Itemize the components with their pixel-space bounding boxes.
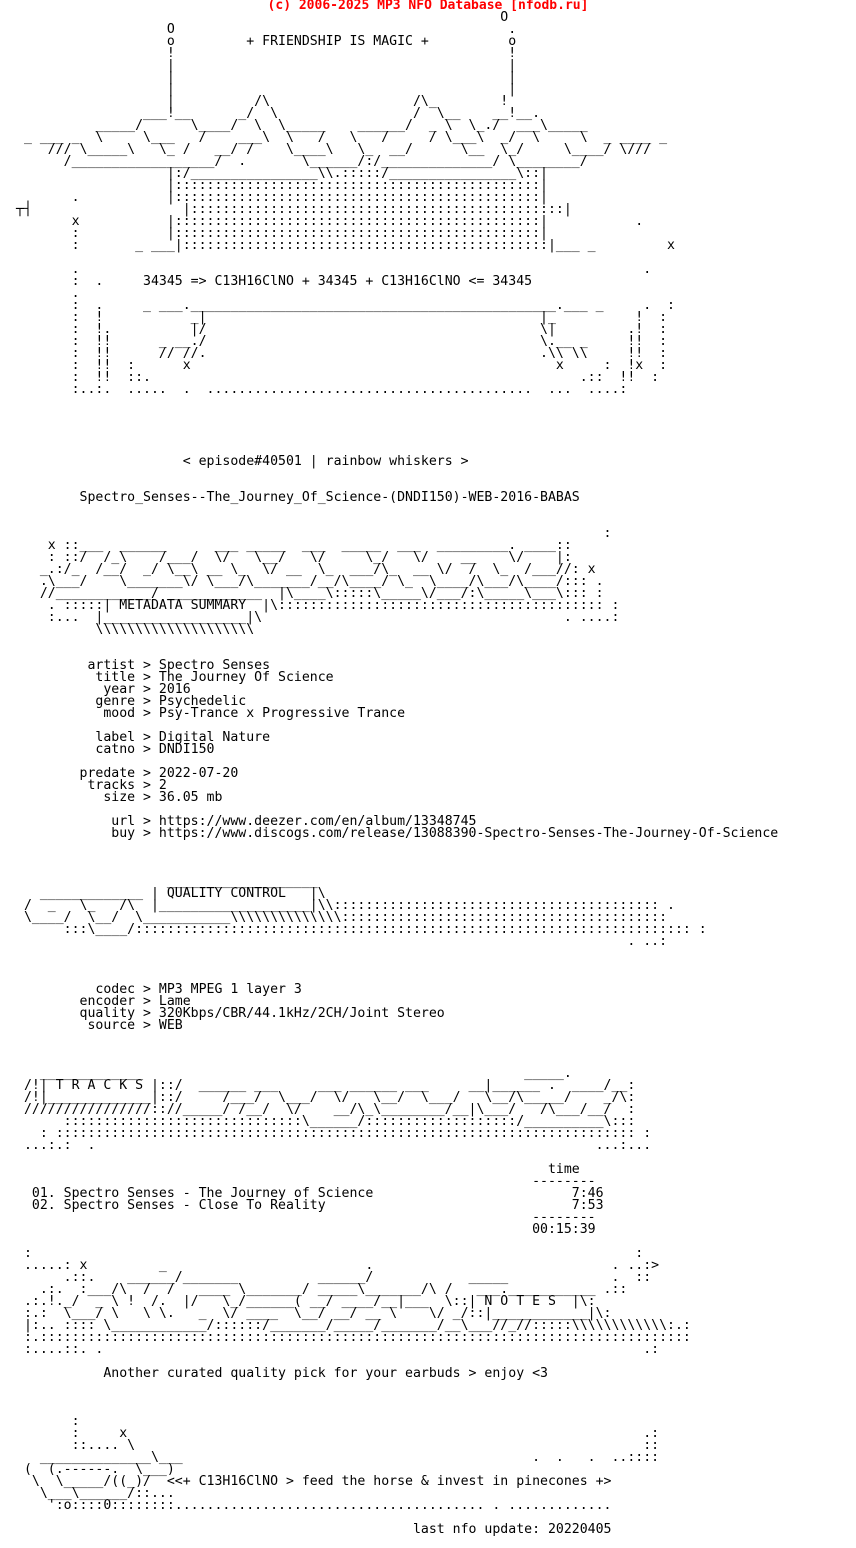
nfo-line: time	[16, 1162, 580, 1177]
nfo-line	[16, 948, 778, 960]
nfo-line	[16, 1404, 778, 1416]
nfo-line: buy > https://www.discogs.com/release/13088390-Spectro-Senses-The-Journey-Of-Science	[16, 826, 779, 841]
nfo-line: tracks > 2	[16, 778, 167, 793]
nfo-line: url > https://www.deezer.com/en/album/13348745	[16, 814, 477, 829]
nfo-line: /!|_____________|::/ /___/ \___/ \/ \__/ \___/ \__/\_____/ _/\:	[16, 1090, 636, 1105]
nfo-line: x ::___ ______ ___ _____ ___ _____ ___ _________. ____::	[16, 538, 572, 553]
nfo-line: | |	[16, 58, 517, 73]
nfo-line: \____/ \__/ \___________\\\\\\\\\\\\\\:::::::::::::::::::::::::::::::::::::::::	[16, 910, 668, 925]
nfo-line: : ::/ /_\ /___/ \/ \__/ \/ \_/ \/ __ \/ |:	[16, 550, 572, 565]
nfo-database-credit: (c) 2006-2025 MP3 NFO Database [nfodb.ru]	[267, 0, 589, 13]
nfo-line: .\___/ \_______\/ \___/\_______/__/\____/ \_ \____/\___/\____/::: .	[16, 574, 604, 589]
nfo-line: \___\______/::...	[16, 1486, 175, 1501]
nfo-line: ___!__ _/ \ / \__ __!__.	[16, 106, 541, 121]
nfo-line: predate > 2022-07-20	[16, 766, 239, 781]
nfo-line: |::::::::::::::::::::::::::::::::::::::::::::::|	[16, 178, 548, 193]
nfo-line: :... |__________________|\ . ....:	[16, 610, 620, 625]
nfo-line: _____________ | QUALITY CONTROL |\	[16, 886, 326, 901]
nfo-line	[16, 420, 778, 432]
nfo-line	[16, 840, 778, 852]
nfo-line: ':o::::0::::::::....................................... . .............	[16, 1498, 612, 1513]
nfo-line: --------	[16, 1174, 596, 1189]
nfo-line	[16, 468, 778, 480]
nfo-line: 00:15:39	[16, 1222, 596, 1237]
nfo-line: \\\\\\\\\\\\\\\\\\\\	[16, 622, 255, 637]
nfo-line: /// \_____\ \_ / __/ / \____\ \_ __/ \__ \_/ \____/ \///	[16, 142, 652, 157]
nfo-line: artist > Spectro Senses	[16, 658, 271, 673]
nfo-line: .	[16, 286, 80, 301]
nfo-line: :.: \___/ \ \ \. _ \/ ____ \__/ __/ __ \ \/ _/::|____________|\:	[16, 1306, 612, 1321]
nfo-line: source > WEB	[16, 1018, 183, 1033]
nfo-line: ////////////////:://_____/ /__/ \/ __/\_\________/__|\___/ /\___/__/ :	[16, 1102, 636, 1117]
nfo-line	[16, 960, 778, 972]
nfo-line	[16, 432, 778, 444]
nfo-line: | |	[16, 82, 517, 97]
nfo-line	[16, 636, 778, 648]
nfo-line: ( (.------. \___)	[16, 1462, 556, 1477]
nfo-line: |:/________________\\.:::::/________________\::|	[16, 166, 548, 181]
nfo-line: ┬┤ |:::::::::::::::::::::::::::::::::::::::::::::::|	[16, 202, 572, 217]
nfo-line: 01. Spectro Senses - The Journey of Science 7:46	[16, 1186, 604, 1201]
nfo-document	[16, 12, 778, 1536]
nfo-line: --------	[16, 1210, 596, 1225]
nfo-line: : !! : x x : !x :	[16, 358, 668, 373]
nfo-line: \ \_____/((_)/ <<+ C13H16ClNO > feed the horse & invest in pinecones +>	[16, 1474, 612, 1489]
nfo-line: ______________\___ . . . ..::::	[16, 1450, 660, 1465]
nfo-line: last nfo update: 20220405	[16, 1522, 612, 1537]
nfo-line: .::. ______/_______ ______/ _____ . ::	[16, 1270, 652, 1285]
nfo-line: _ ___ _ \ \___ / ___\ \ / \ / / \___\ _/ \ \ _ ____ _	[16, 130, 668, 145]
nfo-line: |:.. :::: \____________/::::::/_______/_____/_______/__\___//_//:::::\\\\\\\\\\\\:.:	[16, 1318, 691, 1333]
nfo-line: : !! _ __./ \.__ _ !! :	[16, 334, 668, 349]
nfo-line: :..:. ..... . ......................................... ... ....:	[16, 382, 628, 397]
nfo-line: : :	[16, 1246, 644, 1261]
nfo-line	[16, 1392, 778, 1404]
nfo-line: : _ ___|::::::::::::::::::::::::::::::::::::::::::::::|___ _ x	[16, 238, 675, 253]
nfo-line: : . _ ___.______________________________________________.___ _ . :	[16, 298, 675, 313]
nfo-line: _.:/_ /__/ _/ \__\ __ \_ \/ __ \_ ___/\_ __ \/ / \_ /___//: x	[16, 562, 596, 577]
nfo-line	[16, 1032, 778, 1044]
nfo-line: :....::. . .:	[16, 1342, 660, 1357]
nfo-line: encoder > Lame	[16, 994, 191, 1009]
nfo-line: ! !	[16, 46, 517, 61]
nfo-line	[16, 504, 778, 516]
nfo-line	[16, 408, 778, 420]
nfo-line: : |::::::::::::::::::::::::::::::::::::::::::::::|	[16, 226, 548, 241]
nfo-line: //____________/ ____________ |\____\:::::\_____\/___/:\_____\___\::: :	[16, 586, 604, 601]
nfo-line: ...:.: . ...:...	[16, 1138, 652, 1153]
nfo-line: : !. |/ \| .! :	[16, 322, 668, 337]
nfo-line: mood > Psy-Trance x Progressive Trance	[16, 706, 406, 721]
nfo-line	[16, 1044, 778, 1056]
nfo-line: : !! // //. .\\ \\ !! :	[16, 346, 668, 361]
nfo-line: / _ \_ /\ |___________________|\\::::::::::::::::::::::::::::::::::::::::: .	[16, 898, 675, 913]
nfo-line	[16, 852, 778, 864]
nfo-line	[16, 396, 778, 408]
nfo-line: :	[16, 526, 612, 541]
nfo-line: : x .:	[16, 1426, 660, 1441]
nfo-line: _____/ \____/ \ \_____ ______/ _ \ \_./ ___\_____	[16, 118, 588, 133]
nfo-line: : ! _| |_ ! :	[16, 310, 668, 325]
nfo-line: :::\____/:::::::::::::::::::::::::::::::::::::::::::::::::::::::::::::::::::::: :	[16, 922, 707, 937]
nfo-line: _____________ _____.	[16, 1066, 572, 1081]
nfo-line: Another curated quality pick for your earbuds > enjoy <3	[16, 1366, 548, 1381]
nfo-line: O .	[16, 22, 517, 37]
nfo-line: 02. Spectro Senses - Close To Reality 7:53	[16, 1198, 604, 1213]
nfo-line: x |::::::::::::::::::::::::::::::::::::::::::::::| .	[16, 214, 644, 229]
nfo-line: :.::::::::::::::::::::::::::::::::::::::::::::::::::::::::::::::::::::::::::::::::::	[16, 1330, 691, 1345]
nfo-line: O	[16, 10, 509, 25]
nfo-line: size > 36.05 mb	[16, 790, 223, 805]
nfo-line: /!| T R A C K S |::/ ______ ___ ___ ______ ___ __|______ . ____/__:	[16, 1078, 636, 1093]
nfo-line: : !! ::. .:: !! :	[16, 370, 660, 385]
nfo-line: : . 34345 => C13H16ClNO + 34345 + C13H16ClNO <= 34345	[16, 274, 533, 289]
nfo-line: .:. :___/\ / / ____ \_______/ _____\_______/\ / ___.___________ .::	[16, 1282, 628, 1297]
nfo-line: | /\ /\_ !	[16, 94, 509, 109]
nfo-line: . ..:	[16, 934, 668, 949]
nfo-line: genre > Psychedelic	[16, 694, 247, 709]
nfo-line	[16, 1380, 778, 1392]
nfo-line: year > 2016	[16, 682, 191, 697]
nfo-line: ___________________	[16, 874, 318, 889]
nfo-line: : ::::::::::::::::::::::::::::::::::::::::::::::::::::::::::::::::::::::::: :	[16, 1126, 652, 1141]
nfo-line: o + FRIENDSHIP IS MAGIC + o	[16, 34, 517, 49]
nfo-line: . .	[16, 262, 652, 277]
nfo-line: catno > DNDI150	[16, 742, 215, 757]
nfo-line: ::::::::::::::::::::::::::::::\______/:::::::::::::::::::/__________\:::	[16, 1114, 636, 1129]
nfo-line: < episode#40501 | rainbow whiskers >	[16, 454, 469, 469]
nfo-line: .:.!._/ _ \ ! /. |/ \_/______( __/ ____/__|___ \::| N O T E S |\:	[16, 1294, 596, 1309]
nfo-line: codec > MP3 MPEG 1 layer 3	[16, 982, 302, 997]
nfo-line: label > Digital Nature	[16, 730, 271, 745]
nfo-line: /__________________/ . \______/:/______________/ \________/	[16, 154, 588, 169]
nfo-line: .....: x _ . . ..:>	[16, 1258, 660, 1273]
nfo-line: Spectro_Senses--The_Journey_Of_Science-(DNDI150)-WEB-2016-BABAS	[16, 490, 580, 505]
nfo-line: . |::::::::::::::::::::::::::::::::::::::::::::::|	[16, 190, 548, 205]
nfo-line: | |	[16, 70, 517, 85]
nfo-line: :	[16, 1414, 80, 1429]
nfo-line: title > The Journey Of Science	[16, 670, 334, 685]
nfo-line: . :::::| METADATA SUMMARY |\::::::::::::::::::::::::::::::::::::::::: :	[16, 598, 620, 613]
nfo-line: ::.... \ ::	[16, 1438, 660, 1453]
nfo-line: quality > 320Kbps/CBR/44.1kHz/2CH/Joint Stereo	[16, 1006, 445, 1021]
